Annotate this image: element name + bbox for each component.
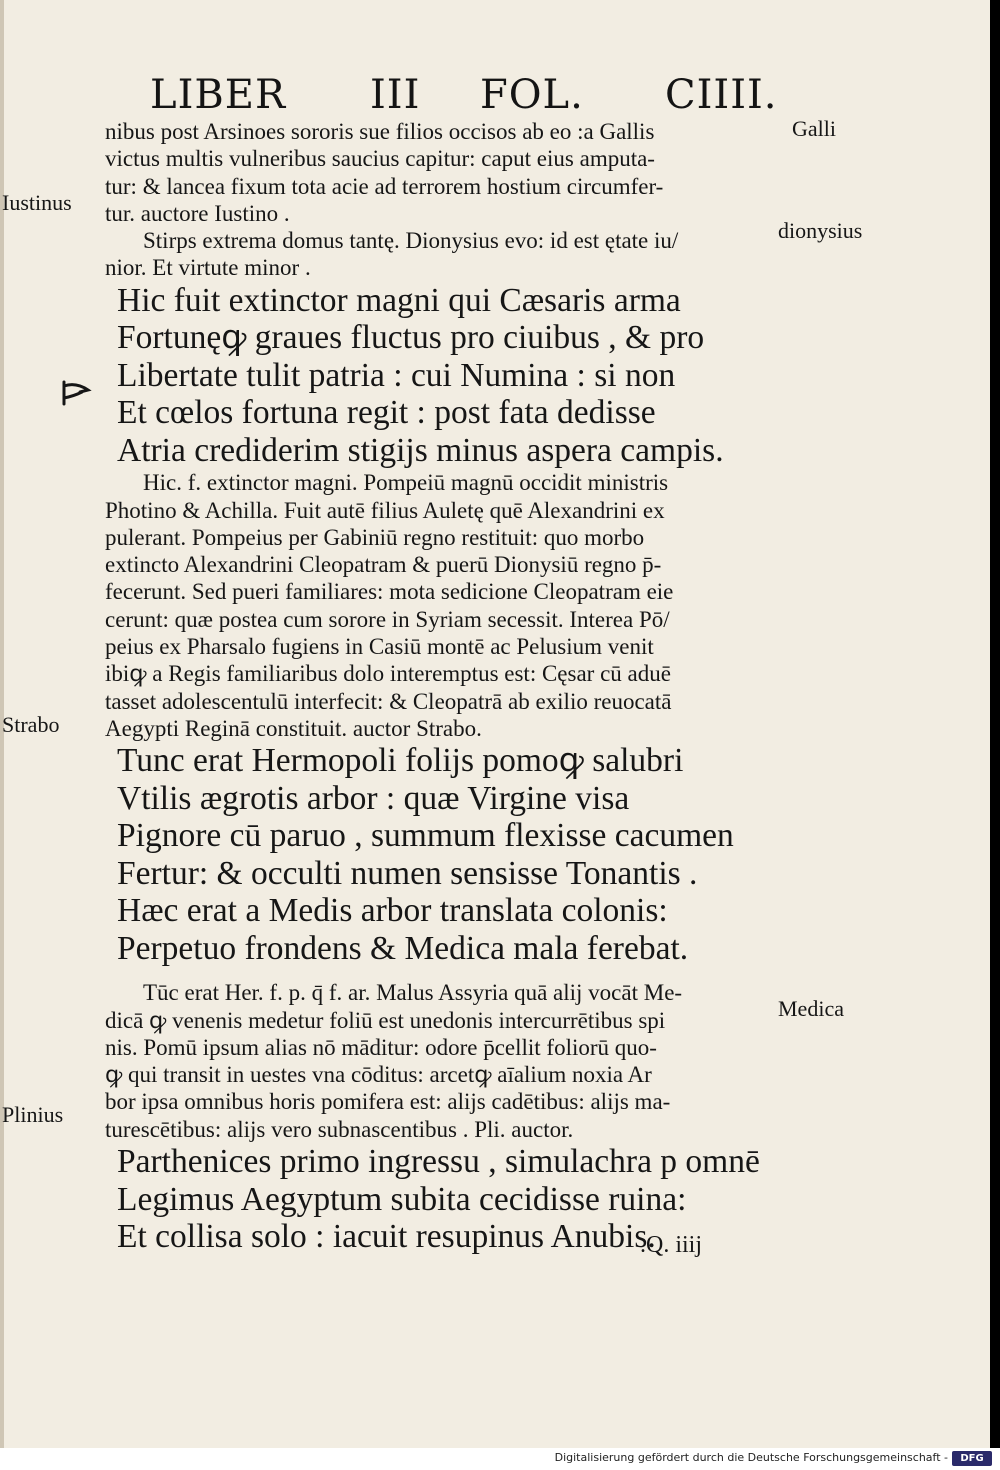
verse-line: Parthenices primo ingressu , simulachra p omnē xyxy=(117,1143,760,1181)
header-folio-number: CIIII. xyxy=(665,72,778,118)
prose-line: dicā ꝙ venenis medetur foliū est unedonis intercurrētibus spi xyxy=(105,1007,666,1033)
prose-line: Hic. f. extinctor magni. Pompeiū magnū occidit ministris xyxy=(143,470,669,496)
prose-line: ibiꝙ a Regis familiaribus dolo interemptus est: Cęsar cū aduē xyxy=(105,661,671,687)
prose-line: tur: & lancea fixum tota acie ad terrorem hostium circumfer- xyxy=(105,173,664,199)
digitization-footer xyxy=(0,1448,1000,1470)
verse-line: Fertur: & occulti numen sensisse Tonantis . xyxy=(117,854,698,892)
margin-note-strabo: Strabo xyxy=(2,712,60,737)
prose-line: Photino & Achilla. Fuit autē filius Auletę quē Alexandrini ex xyxy=(105,497,665,523)
verse-line: Legimus Aegyptum subita cecidisse ruina: xyxy=(117,1180,687,1218)
commentary-text xyxy=(105,118,785,1256)
header-liber: LIBER xyxy=(150,72,287,118)
prose-line: extincto Alexandrini Cleopatram & puerū Dionysiū regno p̄- xyxy=(105,552,662,578)
prose-line: tasset adolescentulū interfecit: & Cleopatrā ab exilio reuocatā xyxy=(105,688,672,714)
prose-line: Tūc erat Her. f. p. q̄ f. ar. Malus Assyria quā alij vocāt Me- xyxy=(143,980,683,1006)
manicule-mark-icon xyxy=(60,378,94,408)
margin-note-dionysius: dionysius xyxy=(778,218,863,243)
prose-line: pulerant. Pompeius per Gabiniū regno restituit: quo morbo xyxy=(105,524,645,550)
header-book-number: III xyxy=(370,72,421,118)
verse-line: Tunc erat Hermopoli folijs pomoꝙ salubri xyxy=(117,742,684,780)
prose-line: Stirps extrema domus tantę. Dionysius evo: id est ętate iu/ xyxy=(143,228,679,254)
verse-line: Atria crediderim stigijs minus aspera campis. xyxy=(117,431,724,469)
prose-line: fecerunt. Sed pueri familiares: mota sedicione Cleopatram eie xyxy=(105,579,674,605)
prose-line: tur. auctore Iustino . xyxy=(105,200,290,226)
verse-line: Hæc erat a Medis arbor translata colonis: xyxy=(117,892,668,930)
prose-line: nibus post Arsinoes sororis sue filios occisos ab eo :a Gallis xyxy=(105,119,655,144)
header-fol: FOL. xyxy=(480,72,584,118)
prose-line: ꝙ qui transit in uestes vna cōditus: arcetꝙ aīalium noxia Ar xyxy=(105,1062,652,1088)
verse-line: Perpetuo frondens & Medica mala ferebat. xyxy=(117,929,689,967)
prose-line: nis. Pomū ipsum alias nō māditur: odore p̄cellit foliorū quo- xyxy=(105,1034,657,1060)
signature-mark: .Q. iiij xyxy=(640,1232,703,1258)
prose-line: peius ex Pharsalo fugiens in Casiū montē ac Pelusium venit xyxy=(105,634,654,660)
verse-line: Vtilis ægrotis arbor : quæ Virgine visa xyxy=(117,779,630,817)
prose-line: turescētibus: alijs vero subnascentibus . Pli. auctor. xyxy=(105,1116,574,1142)
prose-line: victus multis vulneribus saucius capitur: caput eius amputa- xyxy=(105,146,655,172)
margin-note-galli: Galli xyxy=(792,116,836,141)
margin-note-iustinus: Iustinus xyxy=(2,190,72,215)
verse-line: Libertate tulit patria : cui Numina : si non xyxy=(117,356,676,394)
prose-line: bor ipsa omnibus horis pomifera est: alijs cadētibus: alijs ma- xyxy=(105,1089,671,1115)
prose-line: nior. Et virtute minor . xyxy=(105,255,311,281)
footer-credit: Digitalisierung gefördert durch die Deutsche Forschungsgemeinschaft - xyxy=(554,1451,948,1464)
prose-line: Aegypti Reginā constituit. auctor Strabo. xyxy=(105,715,482,741)
running-header xyxy=(140,70,780,120)
dfg-logo: DFG xyxy=(952,1451,992,1466)
verse-line: Fortunęꝙ graues fluctus pro ciuibus , & pro xyxy=(117,319,705,357)
verse-line: Et cœlos fortuna regit : post fata dedisse xyxy=(117,394,656,432)
verse-line: Hic fuit extinctor magni qui Cæsaris arma xyxy=(117,281,681,319)
line-spacer xyxy=(105,967,785,979)
verse-line: Et collisa solo : iacuit resupinus Anubis. xyxy=(117,1218,656,1256)
margin-note-plinius: Plinius xyxy=(2,1102,64,1127)
margin-note-medica: Medica xyxy=(778,996,844,1021)
prose-line: cerunt: quæ postea cum sorore in Syriam secessit. Interea Pō/ xyxy=(105,606,670,632)
verse-line: Pignore cū paruo , summum flexisse cacumen xyxy=(117,817,734,855)
